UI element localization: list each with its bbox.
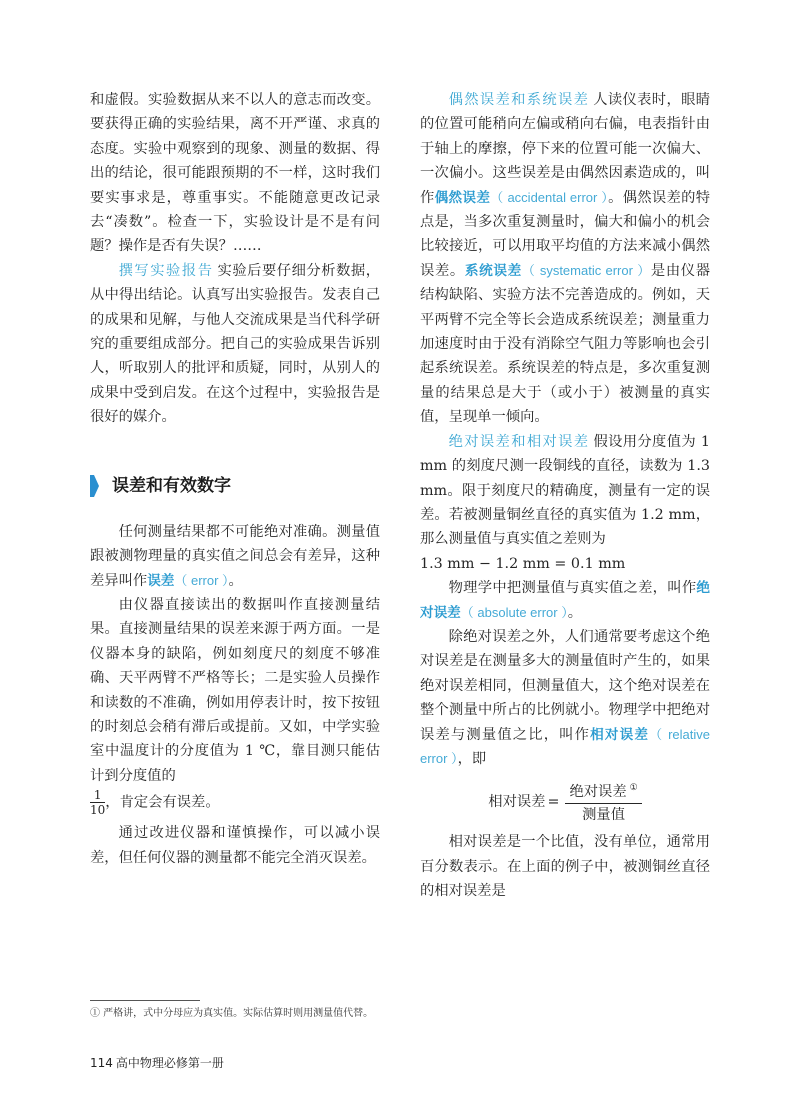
paragraph-relative-example: 相对误差是一个比值，没有单位，通常用百分数表示。在上面的例子中，被测铜丝直径的相对误差是	[420, 834, 710, 899]
frac-denominator: 10	[90, 803, 106, 818]
keyword-relative: 相对误差	[590, 726, 650, 743]
subheading-report: 撰写实验报告	[118, 262, 214, 279]
english-systematic: （ systematic error ）	[521, 262, 651, 278]
equation-relative-error	[420, 777, 710, 826]
section-heading-text: 误差和有效数字	[112, 475, 231, 496]
text-g: ，即	[457, 750, 487, 767]
page-number: 114	[90, 1056, 113, 1070]
page-footer	[90, 1054, 224, 1071]
paragraph-absolute-relative	[420, 430, 710, 552]
paragraph-direct-text: 由仪器直接读出的数据叫作直接测量结果。直接测量结果的误差来源于两方面。一是仪器本身的缺陷，例如刻度尺的刻度不够准确、天平两臂不严格等长；二是实验人员操作和读数的不准确，例如用停表计时，按下按钮的时刻总会稍有滞后或提前。又如，中学实验室中温度计的分度值为 1 ℃，靠目测只能估计到分度值的	[90, 596, 380, 784]
right-column	[420, 88, 710, 903]
paragraph-direct-measure	[90, 593, 380, 788]
english-relative: （ relative error ）	[420, 726, 711, 766]
paragraph-relative-def	[420, 625, 710, 771]
subheading-absolute: 绝对误差和相对误差	[448, 433, 590, 450]
paragraph-error-def	[90, 520, 380, 593]
heading-marker-icon	[90, 475, 99, 497]
eq-fraction	[565, 777, 641, 826]
text-b: 。偶然误差的特点是，当多次重复测量时，偏大和偏小的机会比较接近，可以用取平均值的方法来减小偶然误差。	[420, 189, 711, 279]
frac-numerator: 1	[90, 788, 105, 803]
keyword-error: 误差	[147, 572, 175, 589]
punct: 。	[567, 604, 583, 621]
text-f: 除绝对误差之外，人们通常要考虑这个绝对误差是在测量多大的测量值时产生的，如果绝对误差相同，但测量值大，这个绝对误差在整个测量中所占的比例就小。物理学中把绝对误差与测量值之比，叫作	[420, 628, 710, 743]
text-d: 假设用分度值为 1 mm 的刻度尺测一段铜线的直径，读数为 1.3 mm。限于刻度尺的精确度，测量有一定的误差。若被测量铜丝直径的真实值为 1.2 mm，那么测量值与真实值之差则为	[420, 433, 711, 548]
english-absolute: （ absolute error ）	[460, 604, 568, 620]
formula-difference: 1.3 mm − 1.2 mm = 0.1 mm	[420, 555, 626, 572]
english-error: （ error ）	[174, 572, 229, 588]
keyword-systematic: 系统误差	[464, 262, 522, 279]
book-title: 高中物理必修第一册	[115, 1056, 224, 1070]
text-e: 物理学中把测量值与真实值之差，叫作	[448, 580, 697, 597]
fraction-one-tenth	[90, 788, 105, 817]
paragraph-report	[90, 259, 380, 430]
eq-numerator	[565, 777, 641, 804]
eq-equals: =	[547, 793, 560, 810]
eq-lhs: 相对误差	[488, 793, 546, 810]
paragraph-accidental-systematic	[420, 88, 710, 430]
paragraph-reduce-error: 通过改进仪器和谨慎操作，可以减小误差，但任何仪器的测量都不能完全消灭误差。	[90, 825, 380, 866]
paragraph-absolute-def	[420, 576, 710, 625]
keyword-absolute: 绝对误差	[420, 580, 710, 621]
paragraph-honesty: 和虚假。实验数据从来不以人的意志而改变。要获得正确的实验结果，离不开严谨、求真的态度。实验中观察到的现象、测量的数据、得出的结论，很可能跟预期的不一样，这时我们要实事求是，尊重事实。不能随意更改记录去“凑数”。检查一下，实验设计是不是有问题？操作是否有失误？……	[90, 92, 380, 255]
english-accidental: （ accidental error ）	[490, 189, 609, 205]
eq-denominator: 测量值	[582, 807, 626, 824]
paragraph-report-text: 实验后要仔细分析数据，从中得出结论。认真写出实验报告。发表自己的成果和见解，与他人交流成果是当代科学研究的重要组成部分。把自己的实验成果告诉别人，听取别人的批评和质疑，同时，从别人的成果中受到启发。在这个过程中，实验报告是很好的媒介。	[90, 262, 381, 426]
paragraph-error-text: 任何测量结果都不可能绝对准确。测量值跟被测物理量的真实值之间总会有差异，这种差异叫作	[90, 523, 380, 589]
footnote-divider	[90, 1000, 200, 1001]
subheading-accidental: 偶然误差和系统误差	[448, 92, 590, 108]
keyword-accidental: 偶然误差	[434, 189, 491, 206]
left-column	[90, 88, 380, 870]
eq-numerator-text: 绝对误差	[569, 784, 627, 801]
footnote: ① 严格讲，式中分母应为真实值。实际估算时则用测量值代替。	[90, 1008, 374, 1019]
text-a: 人读仪表时，眼睛的位置可能稍向左偏或稍向右偏，电表指针由于轴上的摩擦，停下来的位置可能一次偏大、一次偏小。这些误差是由偶然因素造成的，叫作	[420, 92, 711, 206]
text-c: 是由仪器结构缺陷、实验方法不完善造成的。例如，天平两臂不完全等长会造成系统误差；测量重力加速度时由于没有消除空气阻力等影响也会引起系统误差。系统误差的特点是，多次重复测量的结果总是大于（或小于）被测量的真实值，呈现单一倾向。	[420, 262, 711, 426]
paragraph-direct-frac	[90, 788, 380, 817]
punct: 。	[228, 572, 243, 589]
footnote-marker: ①	[629, 783, 638, 794]
section-heading	[90, 470, 380, 502]
paragraph-direct-tail: ，肯定会有误差。	[105, 794, 220, 811]
